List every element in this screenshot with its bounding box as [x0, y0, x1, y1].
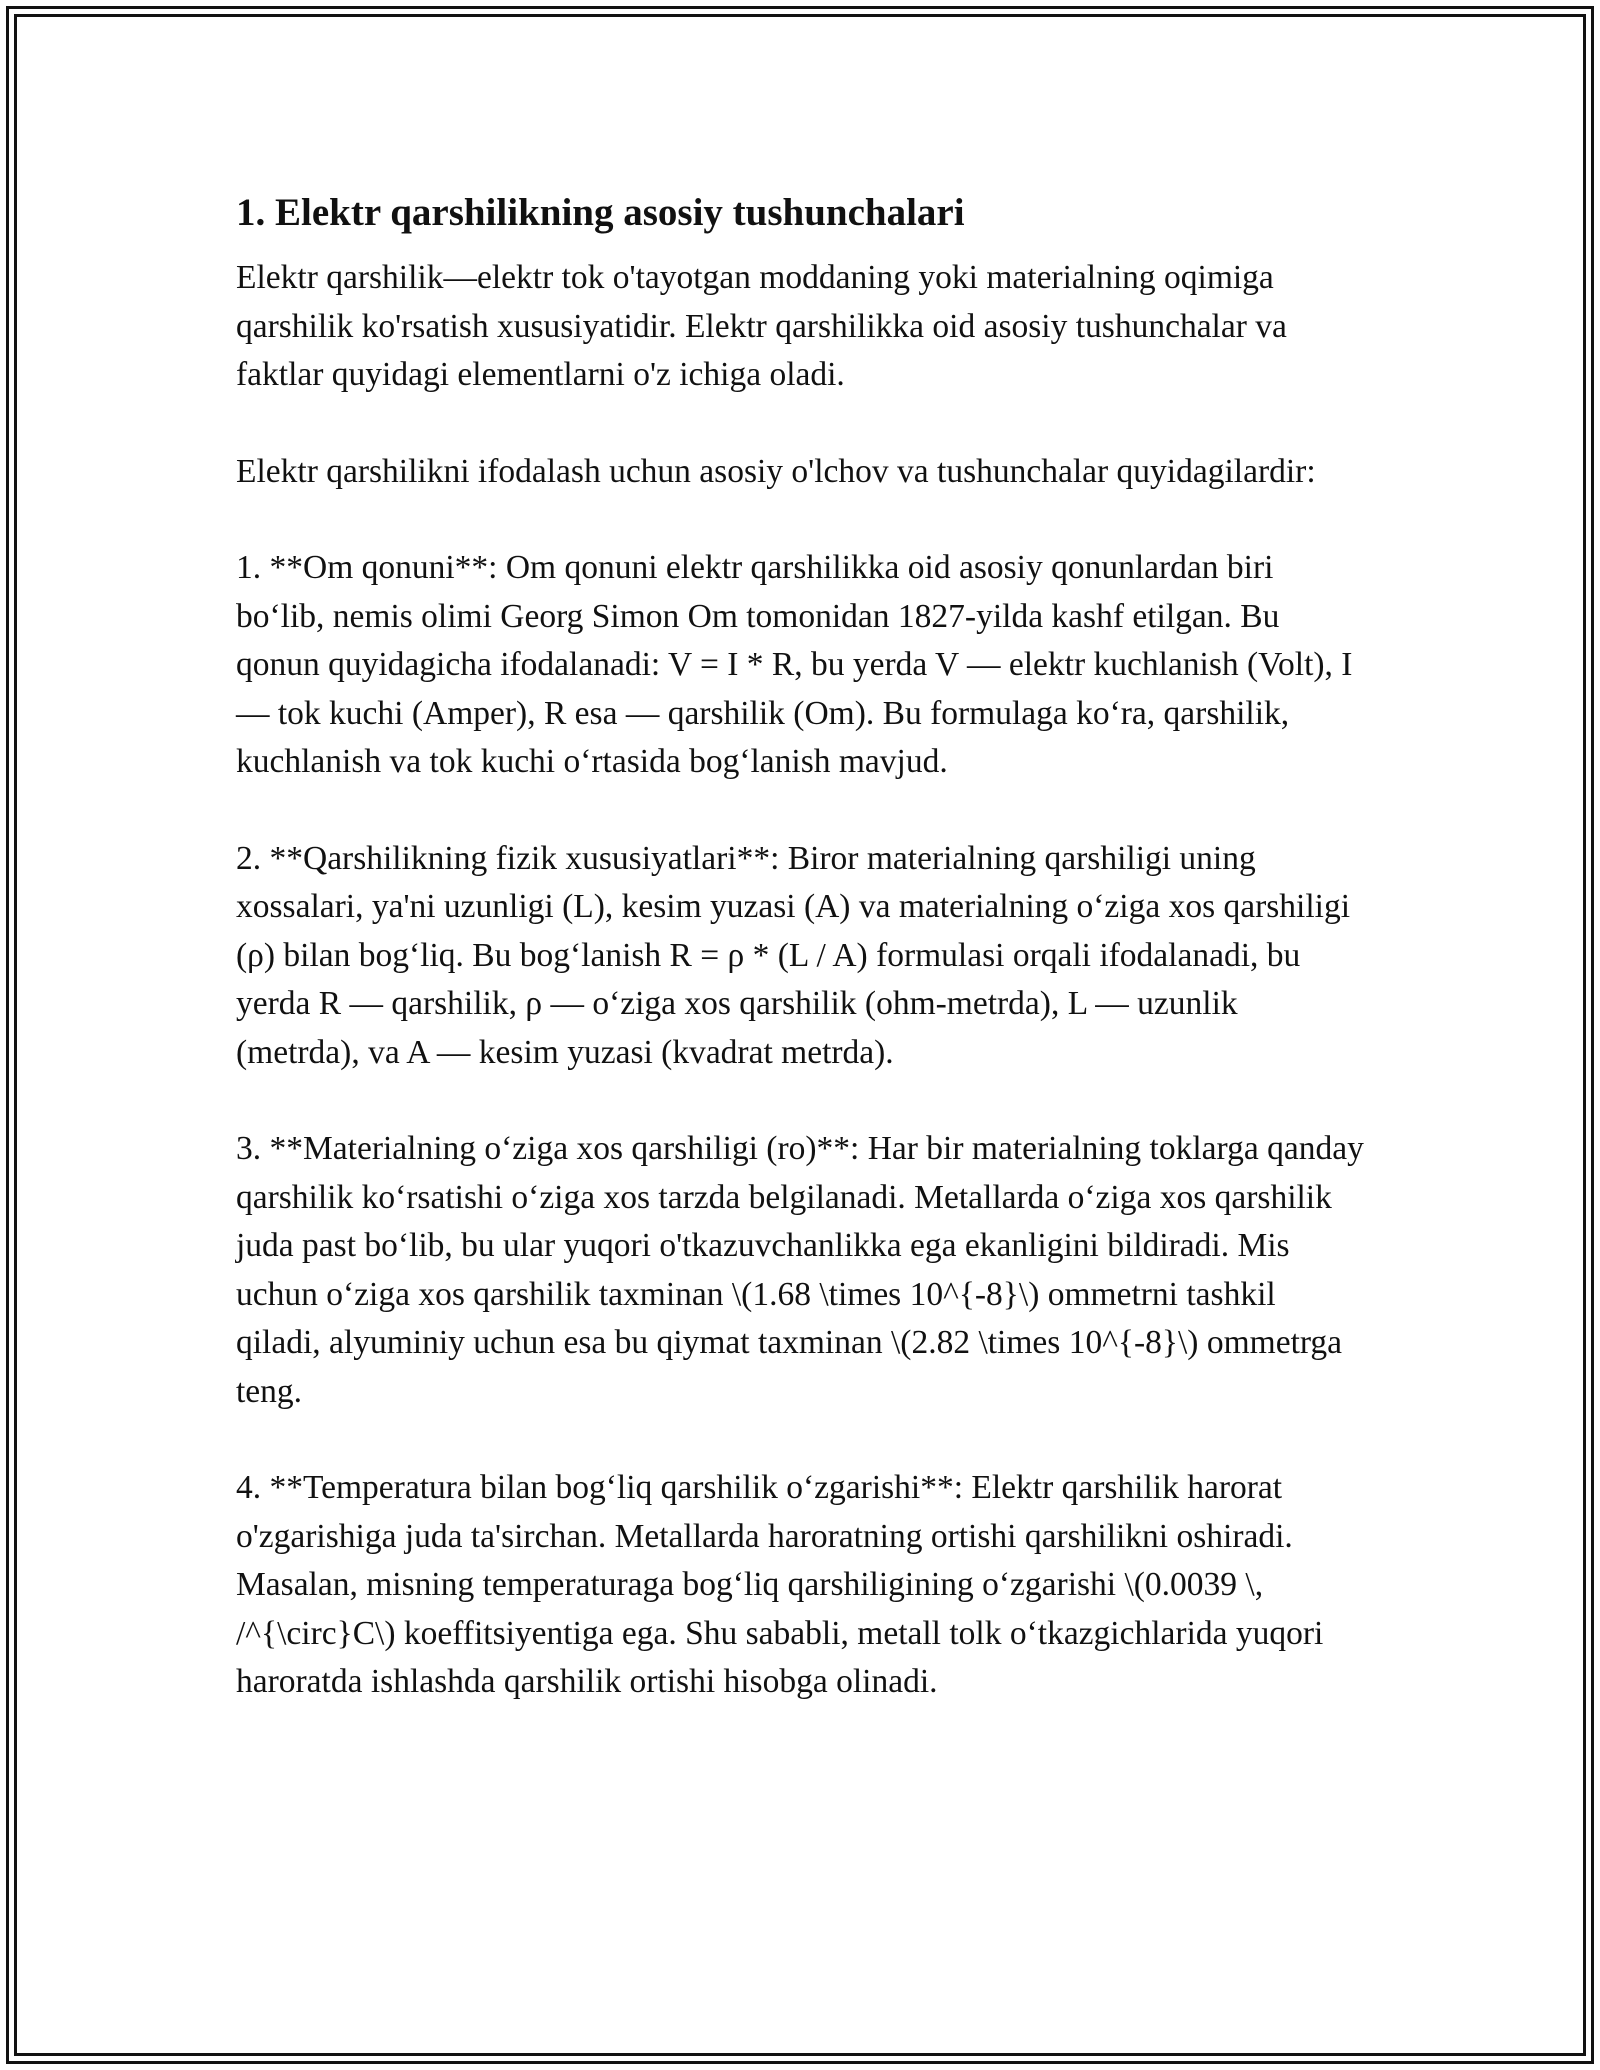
- section-heading: 1. Elektr qarshilikning asosiy tushunchalari: [236, 191, 965, 234]
- intro-paragraph: Elektr qarshilik—elektr tok o'tayotgan moddaning yoki materialning oqimiga qarshilik ko'rsatish xususiyatidir. Elektr qarshilikka oid asosiy tushunchalar va faktlar quyidagi elementlarni o'z ichiga oladi.: [236, 259, 1296, 393]
- document-body: [236, 186, 1373, 1755]
- lead-in-paragraph: Elektr qarshilikni ifodalash uchun asosiy o'lchov va tushunchalar quyidagilardir:: [236, 452, 1316, 490]
- list-item-oziga-xos-qarshilik: 3. **Materialning o‘ziga xos qarshiligi (ro)**: Har bir materialning toklarga qanday qarshilik ko‘rsatishi o‘ziga xos tarzda belgilanadi. Metallarda o‘ziga xos qarshilik juda past bo‘lib, bu ular yuqori o'tkazuvchanlikka ega ekanligini bildiradi. Mis uchun o‘ziga xos qarshilik taxminan \(1.68 \times 10^{-8}\) ommetrni tashkil qiladi, alyuminiy uchun esa bu qiymat taxminan \(2.82 \times 10^{-8}\) ommetrga teng.: [236, 1130, 1373, 1410]
- list-item-fizik-xususiyatlari: 2. **Qarshilikning fizik xususiyatlari**: Biror materialning qarshiligi uning xossalari, ya'ni uzunligi (L), kesim yuzasi (A) va materialning o‘ziga xos qarshiligi (ρ) bilan bog‘liq. Bu bog‘lanish R = ρ * (L / A) formulasi orqali ifodalanadi, bu yerda R — qarshilik, ρ — o‘ziga xos qarshilik (ohm-metrda), L — uzunlik (metrda), va A — kesim yuzasi (kvadrat metrda).: [236, 839, 1359, 1071]
- list-item-temperatura: 4. **Temperatura bilan bog‘liq qarshilik o‘zgarishi**: Elektr qarshilik harorat o'zgarishiga juda ta'sirchan. Metallarda haroratning ortishi qarshilikni oshiradi. Masalan, misning temperaturaga bog‘liq qarshiligining o‘zgarishi \(0.0039 \, /^{\circ}C\) koeffitsiyentiga ega. Shu sababli, metall tolk o‘tkazgichlarida yuqori haroratda ishlashda qarshilik ortishi hisobga olinadi.: [236, 1469, 1332, 1700]
- list-item-om-qonuni: 1. **Om qonuni**: Om qonuni elektr qarshilikka oid asosiy qonunlardan biri bo‘lib, nemis olimi Georg Simon Om tomonidan 1827-yilda kashf etilgan. Bu qonun quyidagicha ifodalanadi: V = I * R, bu yerda V — elektr kuchlanish (Volt), I — tok kuchi (Amper), R esa — qarshilik (Om). Bu formulaga ko‘ra, qarshilik, kuchlanish va tok kuchi o‘rtasida bog‘lanish mavjud.: [236, 549, 1361, 780]
